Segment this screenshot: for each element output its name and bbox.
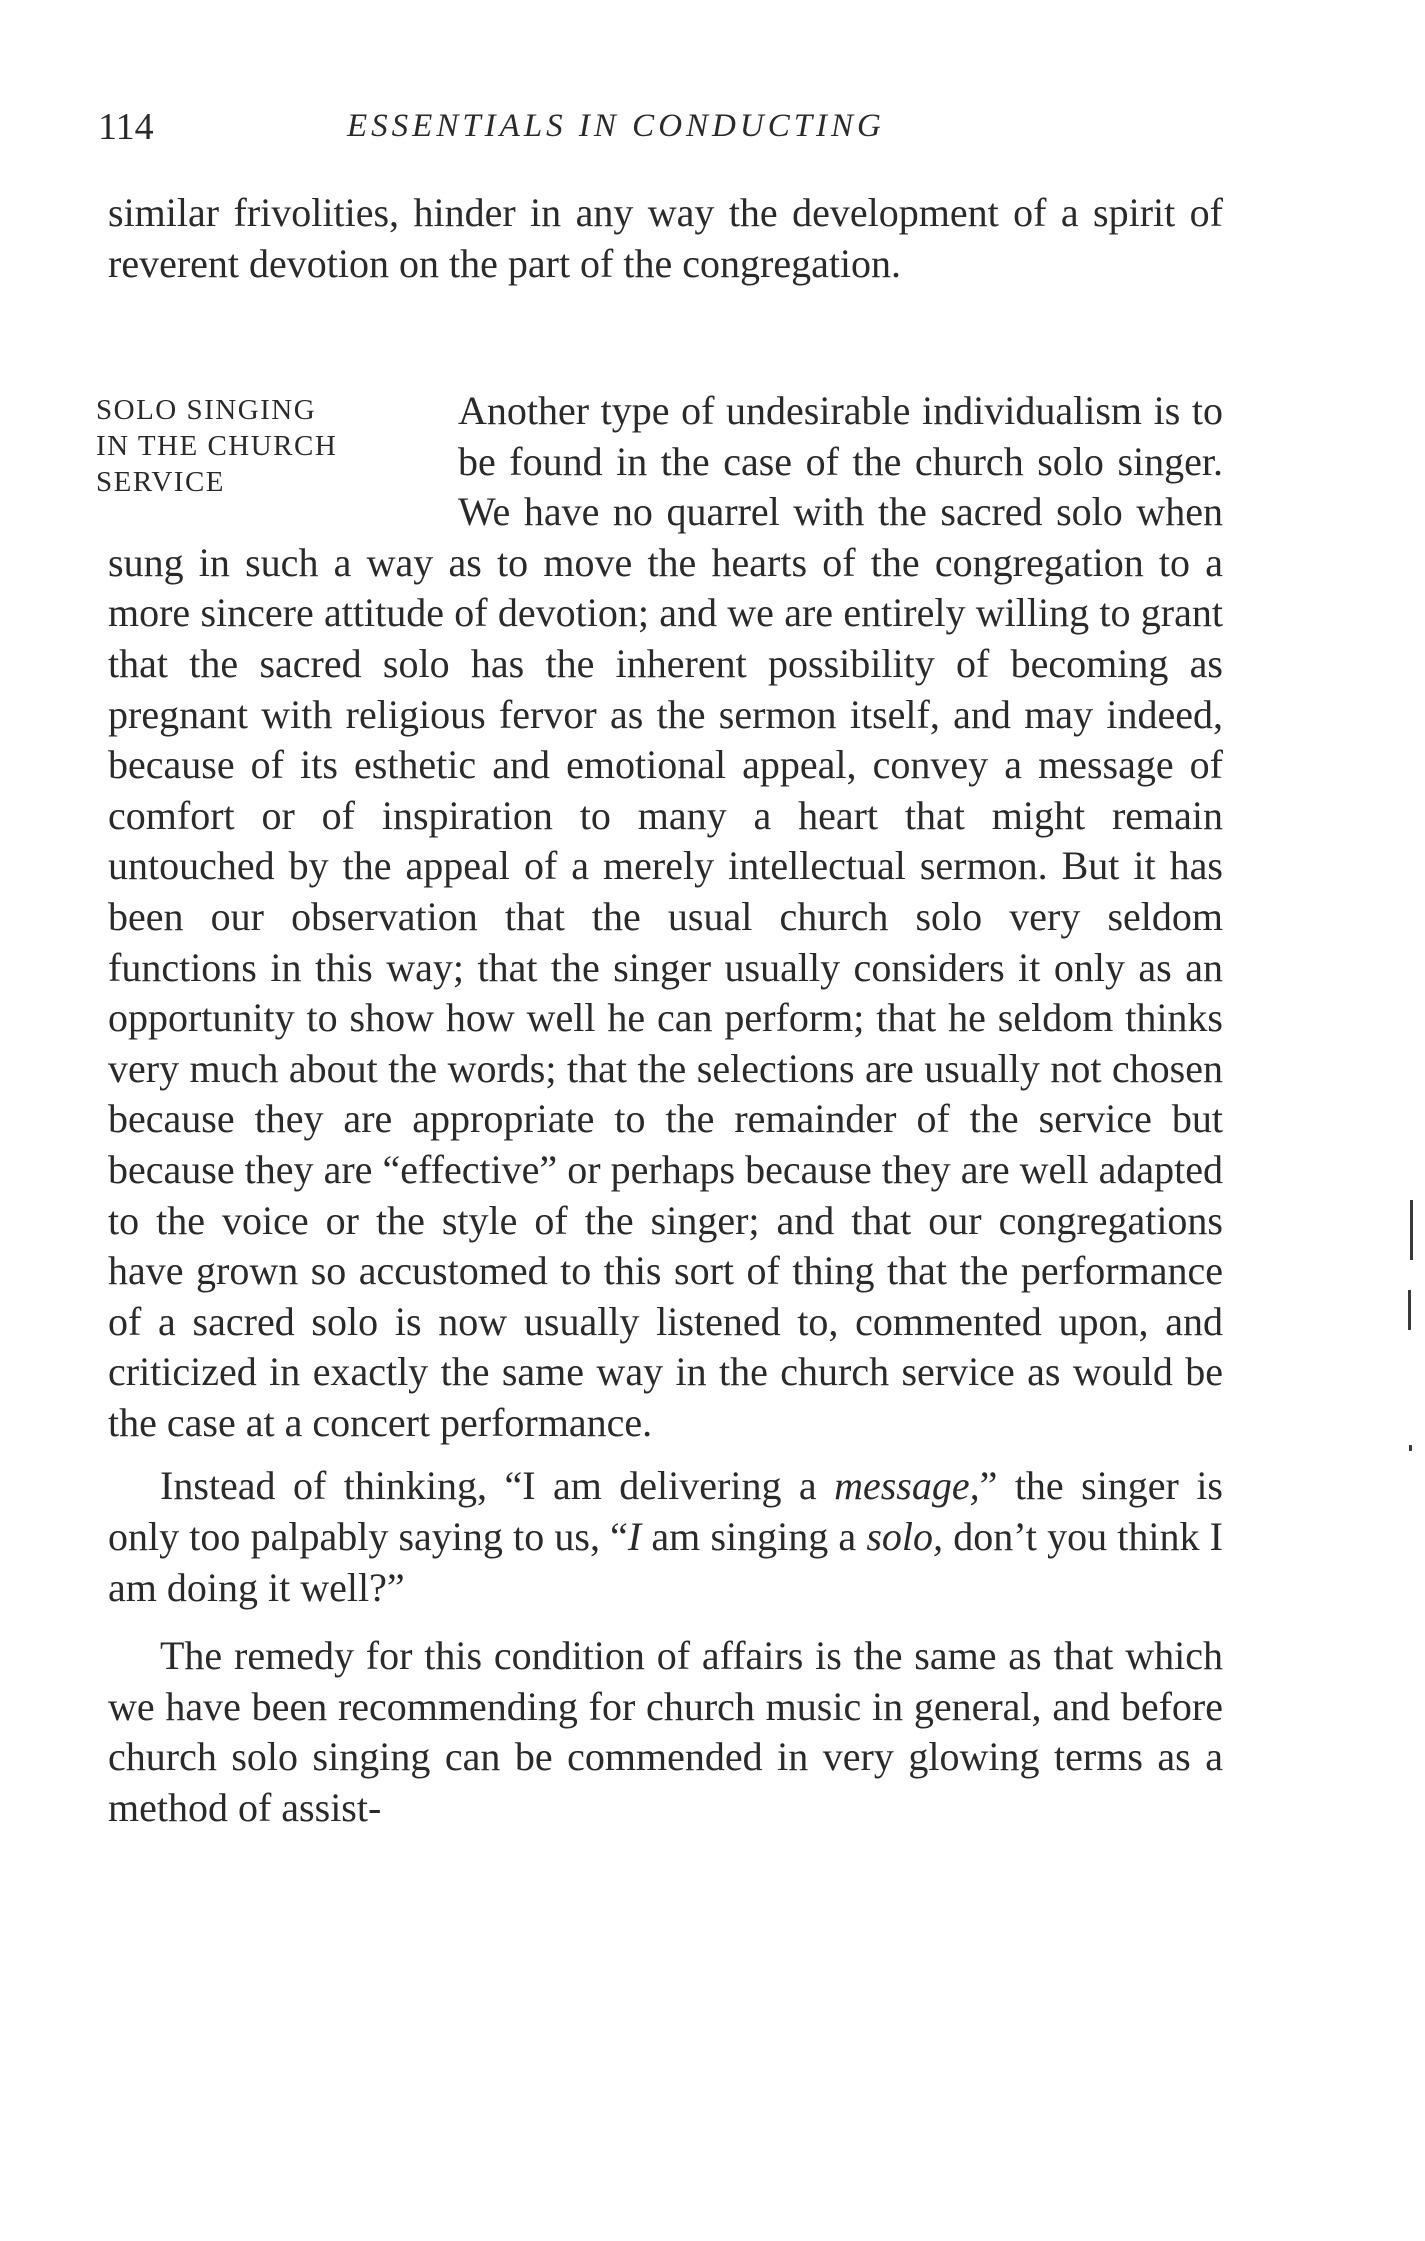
p2-text-1: Instead of thinking, “I am delivering a <box>160 1463 835 1509</box>
p2-em-i: I <box>627 1514 642 1560</box>
p2-em-solo: solo, <box>866 1514 944 1560</box>
sidenote-gap <box>108 386 458 536</box>
sidenote-line-3: SERVICE <box>96 466 226 498</box>
margin-mark-1 <box>1410 1200 1413 1260</box>
p2-text-2: ” the singer is only too palpably saying to us, “ <box>108 1463 1223 1560</box>
margin-mark-2 <box>1408 1290 1411 1330</box>
opening-paragraph: similar frivolities, hinder in any way the development of a spirit of reverent devotion on the part of the congregation. <box>108 190 1223 286</box>
paragraph-remedy: The remedy for this condition of affairs is the same as that which we have been recommending for church music in general, and before church solo singing can be commended in very glowing terms as a method of assist- <box>108 1633 1223 1831</box>
sidenote-line-2: IN THE CHURCH <box>96 430 338 462</box>
p2-text-4: don’t you think I am doing it well?” <box>108 1514 1223 1610</box>
running-head: ESSENTIALS IN CONDUCTING <box>347 108 885 144</box>
page-number: 114 <box>98 106 154 148</box>
paragraph-instead-of-thinking <box>108 1461 1223 1613</box>
p2-text-3: am singing a <box>641 1514 867 1560</box>
margin-mark-3 <box>1409 1445 1412 1451</box>
p2-em-message: message, <box>834 1463 980 1509</box>
paragraph-solo-singing: Another type of undesirable individualism is to be found in the case of the church solo singer. We have no quarrel with the sacred solo when sung in such a way as to move the hearts of the congregation to a more sincere attitude of devotion; and we are entirely willing to grant that the sacred solo has the inherent possibility of becoming as pregnant with religious fervor as the sermon itself, and may indeed, because of its esthetic and emotional appeal, convey a message of comfort or of inspiration to many a heart that might remain untouched by the appeal of a merely intellectual sermon. But it has been our observation that the usual church solo very seldom functions in this way; that the singer usually considers it only as an opportunity to show how well he can perform; that he seldom thinks very much about the words; that the selections are usually not chosen because they are appropriate to the remainder of the service but because they are “effective” or perhaps because they are well adapted to the voice or the style of the singer; and that our congregations have grown so accustomed to this sort of thing that the performance of a sacred solo is now usually listened to, commented upon, and criticized in exactly the same way in the church service as would be the case at a concert performance. <box>108 388 1223 1445</box>
section-body <box>108 386 1223 1834</box>
sidenote-line-1: SOLO SINGING <box>96 394 317 426</box>
